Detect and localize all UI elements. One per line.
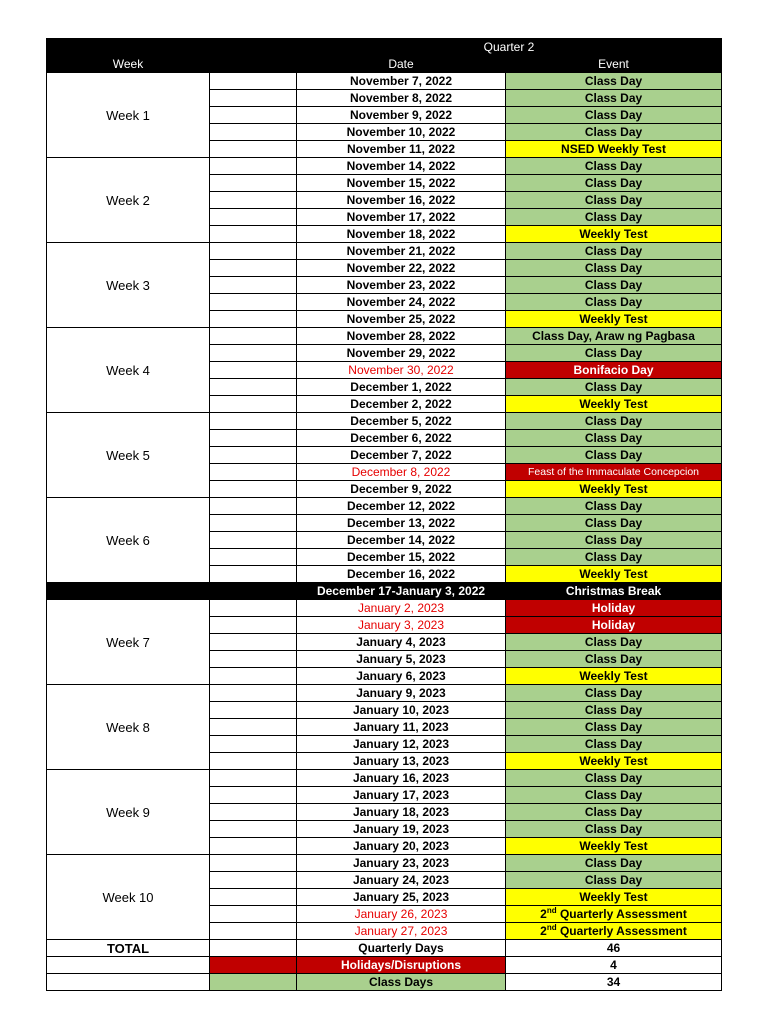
- blank-cell: [210, 617, 297, 634]
- event-cell: Class Day: [506, 107, 722, 124]
- blank-cell: [210, 498, 297, 515]
- blank-cell: [210, 141, 297, 158]
- event-cell: Class Day: [506, 447, 722, 464]
- event-cell: Class Day: [506, 73, 722, 90]
- blank-cell: [210, 107, 297, 124]
- event-cell: Class Day: [506, 532, 722, 549]
- column-header-row: [47, 56, 722, 73]
- event-text: Quarterly Assessment: [559, 923, 687, 938]
- class-days-label: Class Days: [297, 974, 506, 991]
- blank-cell: [210, 73, 297, 90]
- total-row: [47, 940, 722, 957]
- date-cell: November 29, 2022: [297, 345, 506, 362]
- date-cell: December 5, 2022: [297, 413, 506, 430]
- class-day-color-swatch: [210, 974, 297, 991]
- date-cell: November 30, 2022: [297, 362, 506, 379]
- date-cell: November 14, 2022: [297, 158, 506, 175]
- week-label: Week 6: [47, 498, 210, 583]
- event-cell: Bonifacio Day: [506, 362, 722, 379]
- date-cell: November 11, 2022: [297, 141, 506, 158]
- date-cell: December 13, 2022: [297, 515, 506, 532]
- date-cell: January 9, 2023: [297, 685, 506, 702]
- blank-cell: [210, 447, 297, 464]
- day-row: [47, 855, 722, 872]
- event-cell: Holiday: [506, 600, 722, 617]
- class-days-value: 34: [506, 974, 722, 991]
- event-cell: NSED Weekly Test: [506, 141, 722, 158]
- week-label: Week 8: [47, 685, 210, 770]
- event-cell: Class Day, Araw ng Pagbasa: [506, 328, 722, 345]
- calendar-sheet: [46, 38, 721, 991]
- date-column-header: Date: [297, 56, 506, 73]
- event-text: Quarterly Assessment: [559, 906, 687, 921]
- blank-cell: [210, 430, 297, 447]
- date-cell: November 10, 2022: [297, 124, 506, 141]
- event-cell: Class Day: [506, 192, 722, 209]
- date-cell: November 16, 2022: [297, 192, 506, 209]
- week-column-header: Week: [47, 56, 210, 73]
- blank-cell: [210, 226, 297, 243]
- date-cell: December 6, 2022: [297, 430, 506, 447]
- quarter-title: Quarter 2: [297, 39, 722, 56]
- quarterly-days-value: 46: [506, 940, 722, 957]
- event-cell: Weekly Test: [506, 566, 722, 583]
- date-cell: November 9, 2022: [297, 107, 506, 124]
- day-row: [47, 600, 722, 617]
- event-cell: Class Day: [506, 209, 722, 226]
- quarter-header-row: [47, 39, 722, 56]
- event-cell: Class Day: [506, 345, 722, 362]
- class-days-row: [47, 974, 722, 991]
- blank-cell: [210, 124, 297, 141]
- blank-cell: [210, 668, 297, 685]
- quarterly-days-label: Quarterly Days: [297, 940, 506, 957]
- event-cell: Class Day: [506, 515, 722, 532]
- blank-cell: [47, 957, 210, 974]
- event-cell: Class Day: [506, 379, 722, 396]
- break-blank: [210, 583, 297, 600]
- blank-cell: [47, 974, 210, 991]
- blank-cell: [210, 889, 297, 906]
- event-cell: Class Day: [506, 294, 722, 311]
- blank-cell: [210, 685, 297, 702]
- blank-cell: [210, 770, 297, 787]
- event-cell: Class Day: [506, 243, 722, 260]
- date-cell: January 25, 2023: [297, 889, 506, 906]
- event-cell: Class Day: [506, 855, 722, 872]
- date-cell: November 25, 2022: [297, 311, 506, 328]
- event-cell: Weekly Test: [506, 226, 722, 243]
- event-cell: Weekly Test: [506, 889, 722, 906]
- date-cell: November 28, 2022: [297, 328, 506, 345]
- blank-cell: [210, 855, 297, 872]
- event-cell: Class Day: [506, 872, 722, 889]
- event-cell: Class Day: [506, 124, 722, 141]
- event-cell: [506, 906, 722, 923]
- day-row: [47, 243, 722, 260]
- blank-cell: [210, 396, 297, 413]
- blank-cell: [210, 872, 297, 889]
- event-cell: Weekly Test: [506, 838, 722, 855]
- day-row: [47, 498, 722, 515]
- date-cell: December 12, 2022: [297, 498, 506, 515]
- blank-cell: [210, 277, 297, 294]
- blank-cell: [210, 311, 297, 328]
- blank-cell: [210, 413, 297, 430]
- date-cell: January 16, 2023: [297, 770, 506, 787]
- blank-cell: [210, 90, 297, 107]
- holidays-label: Holidays/Disruptions: [297, 957, 506, 974]
- break-blank: [47, 583, 210, 600]
- ordinal-number: 2: [540, 906, 547, 921]
- blank-cell: [210, 345, 297, 362]
- blank-cell: [210, 753, 297, 770]
- header-blank: [210, 39, 297, 56]
- blank-cell: [210, 294, 297, 311]
- blank-cell: [210, 634, 297, 651]
- date-cell: November 17, 2022: [297, 209, 506, 226]
- date-cell: January 13, 2023: [297, 753, 506, 770]
- date-cell: November 24, 2022: [297, 294, 506, 311]
- date-cell: January 4, 2023: [297, 634, 506, 651]
- event-cell: Class Day: [506, 158, 722, 175]
- blank-cell: [210, 175, 297, 192]
- date-cell: January 6, 2023: [297, 668, 506, 685]
- quarter-calendar-table: [46, 38, 722, 991]
- calendar-body: [47, 39, 722, 991]
- date-cell: January 18, 2023: [297, 804, 506, 821]
- event-cell: Class Day: [506, 277, 722, 294]
- blank-cell: [210, 464, 297, 481]
- event-cell: Weekly Test: [506, 668, 722, 685]
- day-row: [47, 328, 722, 345]
- blank-cell: [210, 940, 297, 957]
- event-cell: Class Day: [506, 719, 722, 736]
- event-cell: Class Day: [506, 634, 722, 651]
- date-cell: December 2, 2022: [297, 396, 506, 413]
- date-cell: January 3, 2023: [297, 617, 506, 634]
- event-cell: Class Day: [506, 498, 722, 515]
- blank-cell: [210, 209, 297, 226]
- week-label: Week 2: [47, 158, 210, 243]
- blank-cell: [210, 192, 297, 209]
- blank-cell: [210, 481, 297, 498]
- blank-cell: [210, 379, 297, 396]
- date-cell: December 9, 2022: [297, 481, 506, 498]
- blank-cell: [210, 736, 297, 753]
- week-label: Week 10: [47, 855, 210, 940]
- blank-cell: [210, 260, 297, 277]
- event-cell: Class Day: [506, 685, 722, 702]
- event-cell: Weekly Test: [506, 753, 722, 770]
- date-cell: November 7, 2022: [297, 73, 506, 90]
- blank-cell: [210, 787, 297, 804]
- blank-cell: [210, 804, 297, 821]
- date-cell: January 20, 2023: [297, 838, 506, 855]
- holidays-row: [47, 957, 722, 974]
- event-cell: Class Day: [506, 736, 722, 753]
- event-cell: Class Day: [506, 260, 722, 277]
- date-cell: December 8, 2022: [297, 464, 506, 481]
- header-blank: [47, 39, 210, 56]
- date-cell: January 11, 2023: [297, 719, 506, 736]
- date-cell: January 5, 2023: [297, 651, 506, 668]
- ordinal-suffix: nd: [546, 905, 557, 915]
- blank-cell: [210, 515, 297, 532]
- ordinal-suffix: nd: [546, 922, 557, 932]
- day-row: [47, 73, 722, 90]
- date-cell: November 22, 2022: [297, 260, 506, 277]
- event-cell: Class Day: [506, 804, 722, 821]
- event-cell: Class Day: [506, 770, 722, 787]
- week-label: Week 1: [47, 73, 210, 158]
- holidays-value: 4: [506, 957, 722, 974]
- event-cell: Holiday: [506, 617, 722, 634]
- blank-cell: [210, 600, 297, 617]
- blank-cell: [210, 719, 297, 736]
- holiday-color-swatch: [210, 957, 297, 974]
- week-label: Week 7: [47, 600, 210, 685]
- blank-cell: [210, 821, 297, 838]
- blank-cell: [210, 362, 297, 379]
- date-cell: November 15, 2022: [297, 175, 506, 192]
- week-label: Week 5: [47, 413, 210, 498]
- event-cell: Class Day: [506, 702, 722, 719]
- ordinal-number: 2: [540, 923, 547, 938]
- event-cell: Class Day: [506, 430, 722, 447]
- blank-cell: [210, 838, 297, 855]
- blank-cell: [210, 702, 297, 719]
- event-column-header: Event: [506, 56, 722, 73]
- event-cell: Class Day: [506, 787, 722, 804]
- date-cell: November 18, 2022: [297, 226, 506, 243]
- event-cell: Class Day: [506, 821, 722, 838]
- week-label: Week 9: [47, 770, 210, 855]
- blank-cell: [210, 549, 297, 566]
- event-cell: Feast of the Immaculate Concepcion: [506, 464, 722, 481]
- blank-cell: [210, 158, 297, 175]
- date-cell: January 10, 2023: [297, 702, 506, 719]
- break-event: Christmas Break: [506, 583, 722, 600]
- day-row: [47, 158, 722, 175]
- week-label: Week 3: [47, 243, 210, 328]
- date-cell: January 27, 2023: [297, 923, 506, 940]
- date-cell: January 19, 2023: [297, 821, 506, 838]
- blank-cell: [210, 906, 297, 923]
- blank-cell: [210, 651, 297, 668]
- date-cell: November 23, 2022: [297, 277, 506, 294]
- blank-cell: [210, 243, 297, 260]
- event-cell: Weekly Test: [506, 311, 722, 328]
- day-row: [47, 685, 722, 702]
- date-cell: December 14, 2022: [297, 532, 506, 549]
- date-cell: December 15, 2022: [297, 549, 506, 566]
- date-cell: December 1, 2022: [297, 379, 506, 396]
- date-cell: December 7, 2022: [297, 447, 506, 464]
- event-cell: Weekly Test: [506, 396, 722, 413]
- event-cell: Class Day: [506, 413, 722, 430]
- event-cell: [506, 923, 722, 940]
- date-cell: January 24, 2023: [297, 872, 506, 889]
- date-cell: January 12, 2023: [297, 736, 506, 753]
- date-cell: November 8, 2022: [297, 90, 506, 107]
- blank-cell: [210, 566, 297, 583]
- date-cell: January 2, 2023: [297, 600, 506, 617]
- total-label: TOTAL: [47, 940, 210, 957]
- event-cell: Weekly Test: [506, 481, 722, 498]
- christmas-break-row: [47, 583, 722, 600]
- blank-cell: [210, 923, 297, 940]
- date-cell: December 16, 2022: [297, 566, 506, 583]
- blank-cell: [210, 532, 297, 549]
- event-cell: Class Day: [506, 549, 722, 566]
- date-cell: November 21, 2022: [297, 243, 506, 260]
- date-cell: January 17, 2023: [297, 787, 506, 804]
- event-cell: Class Day: [506, 651, 722, 668]
- week-label: Week 4: [47, 328, 210, 413]
- blank-cell: [210, 328, 297, 345]
- date-cell: January 26, 2023: [297, 906, 506, 923]
- event-cell: Class Day: [506, 90, 722, 107]
- day-row: [47, 413, 722, 430]
- event-cell: Class Day: [506, 175, 722, 192]
- header-blank: [210, 56, 297, 73]
- day-row: [47, 770, 722, 787]
- date-cell: January 23, 2023: [297, 855, 506, 872]
- break-date: December 17-January 3, 2022: [297, 583, 506, 600]
